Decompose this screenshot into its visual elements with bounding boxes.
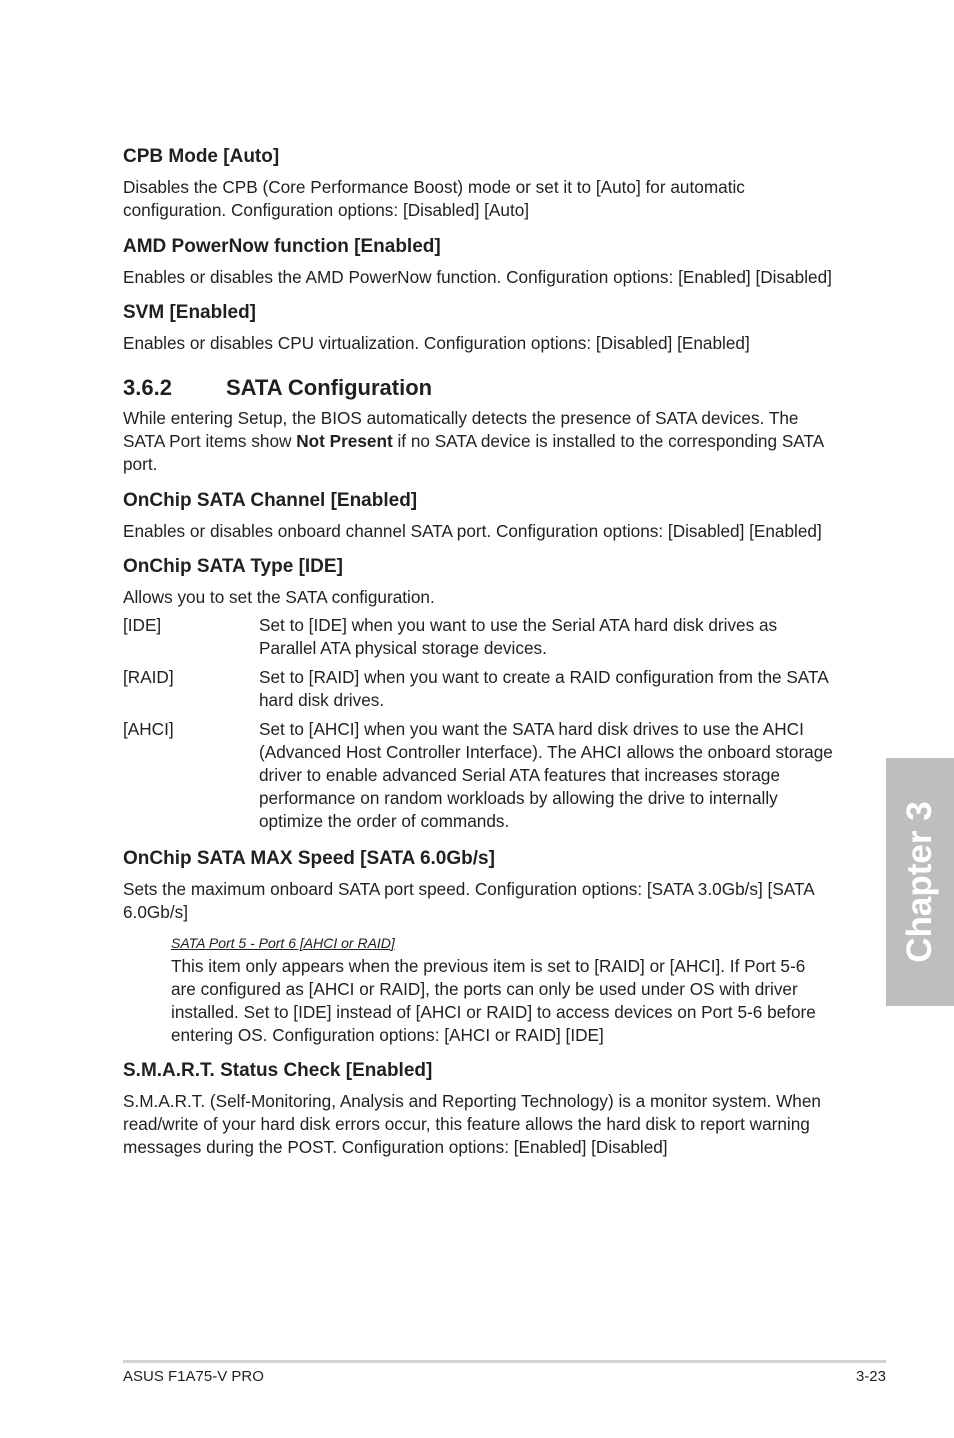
channel-heading: OnChip SATA Channel [Enabled]	[123, 490, 418, 511]
chapter-tab	[886, 758, 954, 1006]
option-ide-desc	[259, 614, 844, 660]
cpb-text-2: configuration. Configuration options: [Disabled] [Auto]	[123, 200, 530, 220]
option-raid-line: hard disk drives.	[259, 690, 385, 710]
option-raid-key: [RAID]	[123, 667, 174, 687]
powernow-heading: AMD PowerNow function [Enabled]	[123, 236, 441, 257]
option-ahci-line: driver to enable advanced Serial ATA features that increases storage	[259, 765, 781, 785]
channel-text: Enables or disables onboard channel SATA port. Configuration options: [Disabled] [Enabled]	[123, 521, 822, 541]
cpb-text-1: Disables the CPB (Core Performance Boost) mode or set it to [Auto] for automatic	[123, 177, 745, 197]
type-heading: OnChip SATA Type [IDE]	[123, 556, 343, 577]
smart-text-2: read/write of your hard disk errors occur, this feature allows the hard disk to report warning	[123, 1114, 810, 1134]
section-title: SATA Configuration	[226, 375, 433, 400]
option-raid-line: Set to [RAID] when you want to create a RAID configuration from the SATA	[259, 667, 829, 687]
section-intro-2-pre: SATA Port items show	[123, 431, 297, 451]
option-ahci-line: performance on random workloads by allowing the drive to internally	[259, 788, 778, 808]
smart-text-3: messages during the POST. Configuration options: [Enabled] [Disabled]	[123, 1137, 668, 1157]
port56-text-3: installed. Set to [IDE] instead of [AHCI or RAID] to access devices on Port 5-6 before	[171, 1002, 816, 1022]
powernow-text: Enables or disables the AMD PowerNow function. Configuration options: [Enabled] [Disabled]	[123, 267, 832, 287]
svm-text: Enables or disables CPU virtualization. Configuration options: [Disabled] [Enabled]	[123, 333, 750, 353]
footer-rule	[123, 1360, 886, 1363]
chapter-tab-label: Chapter 3	[900, 801, 939, 963]
footer-product: ASUS F1A75-V PRO	[123, 1368, 264, 1385]
option-ide-line: Parallel ATA physical storage devices.	[259, 638, 547, 658]
smart-text-1: S.M.A.R.T. (Self-Monitoring, Analysis and Reporting Technology) is a monitor system. When	[123, 1091, 821, 1111]
svm-heading: SVM [Enabled]	[123, 302, 257, 323]
option-raid-desc	[259, 666, 844, 712]
option-ide-key: [IDE]	[123, 615, 162, 635]
port56-text-2: are configured as [AHCI or RAID], the ports can only be used under OS with driver	[171, 979, 798, 999]
option-ide-line: Set to [IDE] when you want to use the Serial ATA hard disk drives as	[259, 615, 778, 635]
section-number: 3.6.2	[123, 375, 172, 400]
type-text: Allows you to set the SATA configuration.	[123, 587, 435, 607]
port56-heading: SATA Port 5 - Port 6 [AHCI or RAID]	[171, 935, 395, 951]
port56-text-1: This item only appears when the previous item is set to [RAID] or [AHCI]. If Port 5-6	[171, 956, 806, 976]
option-ahci-line: optimize the order of commands.	[259, 811, 510, 831]
section-intro-2-post: if no SATA device is installed to the corresponding SATA	[392, 431, 825, 451]
maxspeed-heading: OnChip SATA MAX Speed [SATA 6.0Gb/s]	[123, 848, 495, 869]
option-ahci-line: (Advanced Host Controller Interface). The AHCI allows the onboard storage	[259, 742, 833, 762]
option-ahci-line: Set to [AHCI] when you want the SATA hard disk drives to use the AHCI	[259, 719, 804, 739]
smart-heading: S.M.A.R.T. Status Check [Enabled]	[123, 1060, 433, 1081]
option-ahci-key: [AHCI]	[123, 719, 174, 739]
section-intro-3: port.	[123, 454, 158, 474]
option-ahci-desc	[259, 718, 844, 833]
section-intro-1: While entering Setup, the BIOS automatically detects the presence of SATA devices. The	[123, 408, 799, 428]
not-present-term: Not Present	[296, 431, 393, 451]
footer-page-number: 3-23	[855, 1368, 886, 1385]
maxspeed-text-2: 6.0Gb/s]	[123, 902, 188, 922]
cpb-heading: CPB Mode [Auto]	[123, 146, 280, 167]
maxspeed-text-1: Sets the maximum onboard SATA port speed. Configuration options: [SATA 3.0Gb/s] [SATA	[123, 879, 815, 899]
section-intro-2	[123, 430, 824, 453]
port56-text-4: entering OS. Configuration options: [AHCI or RAID] [IDE]	[171, 1025, 604, 1045]
